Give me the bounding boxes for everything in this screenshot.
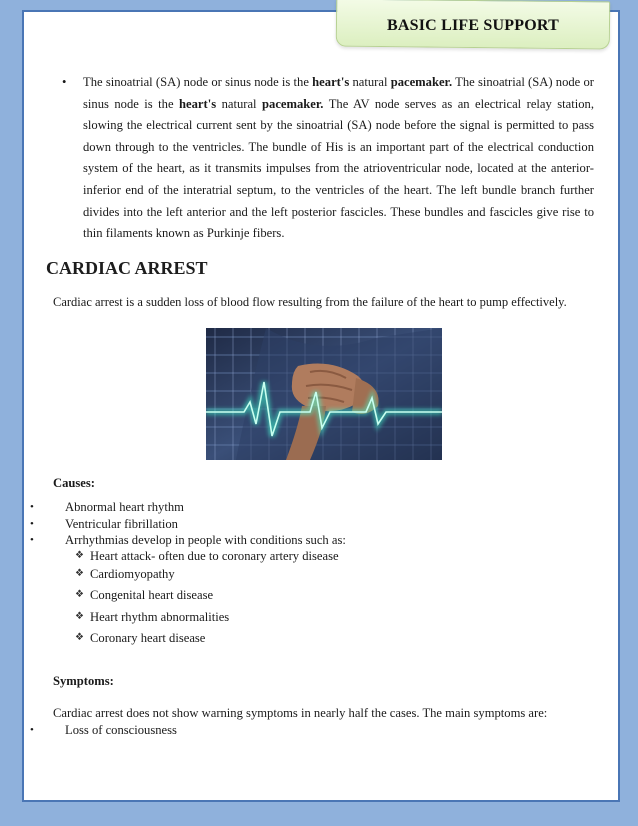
- diamond-bullet-icon: ❖: [75, 589, 84, 600]
- intro-bold-4: pacemaker.: [262, 96, 324, 111]
- sub-list-item: [75, 630, 339, 651]
- bullet-icon: •: [30, 517, 34, 530]
- sub-list-item: [75, 587, 339, 609]
- photo-illustration: [206, 328, 442, 460]
- bullet-icon: •: [62, 75, 67, 89]
- sub-list-item-text: Congenital heart disease: [90, 588, 214, 602]
- section-definition: Cardiac arrest is a sudden loss of blood flow resulting from the failure of the heart to pump effectively.: [53, 295, 567, 309]
- sub-list-item: [75, 566, 339, 587]
- list-item: [30, 722, 177, 739]
- intro-text-2: natural: [349, 75, 391, 89]
- list-item: [30, 516, 346, 533]
- header-title: BASIC LIFE SUPPORT: [386, 16, 559, 34]
- section-heading: CARDIAC ARREST: [46, 258, 208, 278]
- list-item-text: Ventricular fibrillation: [65, 516, 178, 531]
- heart-attack-photo: [206, 328, 442, 460]
- header-tab: [336, 0, 610, 49]
- sub-list-item-text: Coronary heart disease: [90, 631, 206, 645]
- causes-heading: Causes:: [53, 476, 95, 490]
- sub-list-item: [75, 609, 339, 630]
- intro-text-1: The sinoatrial (SA) node or sinus node is the: [83, 75, 313, 89]
- intro-text-5: The AV node serves as an electrical relay station, slowing the electrical current sent by the sinoatrial (SA) node before the signal is permitted to pass down through to the ventricles. The bundle of His is an important part of the electrical conduction system of the heart, as it transmits impulses from the atrioventricular node, located at the anterior- inferior end of the interatrial septum, to the ventricles of the heart. The left bundle branch further divides into the left anterior and the left posterior fascicles. These bundles and fascicles give rise to thin filaments known as Purkinje fibers.: [83, 96, 595, 241]
- intro-bullet-paragraph: [54, 72, 594, 245]
- intro-bold-3: heart's: [179, 96, 217, 111]
- list-item-text: Abnormal heart rhythm: [65, 500, 184, 514]
- causes-list: [30, 499, 346, 549]
- intro-bold-1: heart's: [312, 75, 350, 89]
- bullet-icon: •: [30, 501, 34, 513]
- conditions-list: [75, 548, 339, 651]
- symptoms-list: [30, 722, 177, 739]
- bullet-icon: •: [30, 534, 34, 546]
- intro-text-3: The sinoatrial (SA) node or sinus node is the: [83, 75, 594, 111]
- diamond-bullet-icon: ❖: [75, 632, 84, 643]
- list-item: [30, 499, 346, 516]
- intro-bold-2: pacemaker.: [390, 75, 453, 89]
- intro-text: [83, 72, 594, 245]
- symptoms-heading: Symptoms:: [53, 674, 114, 688]
- list-item-text: Loss of consciousness: [65, 723, 177, 737]
- intro-text-4: natural: [216, 96, 263, 111]
- sub-list-item: [75, 548, 339, 566]
- sub-list-item-text: Heart attack- often due to coronary artery disease: [90, 549, 339, 563]
- sub-list-item-text: Heart rhythm abnormalities: [90, 610, 230, 624]
- diamond-bullet-icon: ❖: [75, 568, 84, 579]
- diamond-bullet-icon: ❖: [75, 611, 84, 622]
- document-page: [22, 10, 620, 802]
- diamond-bullet-icon: ❖: [75, 550, 84, 561]
- list-item-text: Arrhythmias develop in people with conditions such as:: [65, 533, 346, 547]
- symptoms-intro: Cardiac arrest does not show warning symptoms in nearly half the cases. The main symptoms are:: [53, 706, 548, 720]
- sub-list-item-text: Cardiomyopathy: [90, 567, 175, 581]
- bullet-icon: •: [30, 724, 34, 736]
- list-item: [30, 532, 346, 549]
